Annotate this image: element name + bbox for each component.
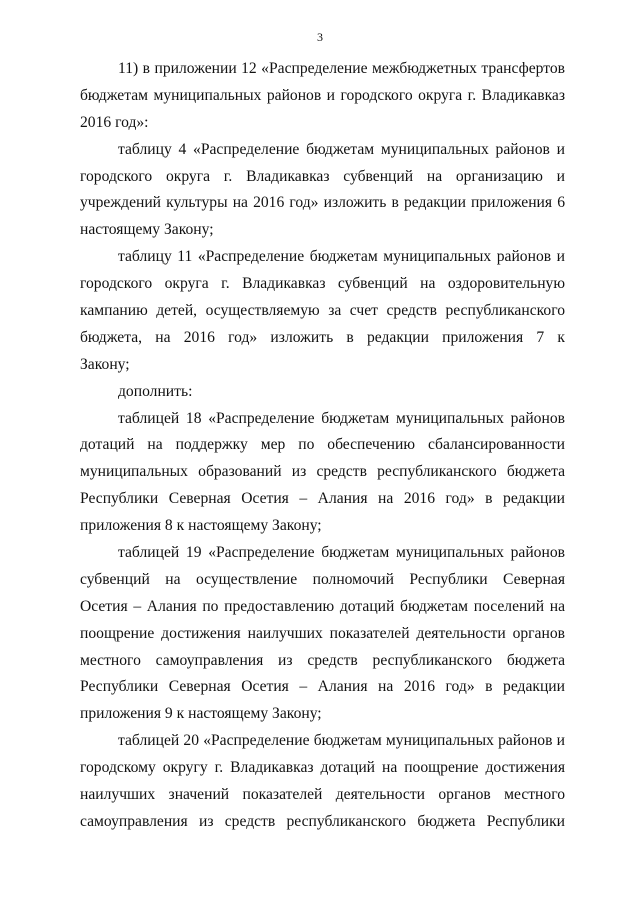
text-line: Осетия – Алания по предоставлению дотаций бюджетам поселений на (80, 597, 565, 615)
text-line: муниципальных образований из средств республиканского бюджета (80, 463, 565, 481)
text-line: городского округа г. Владикавказ субвенций на организацию и (80, 167, 565, 185)
text-line: местного самоуправления из средств республиканского бюджета (80, 651, 565, 669)
text-line: 2016 год»: (80, 113, 149, 131)
text-line: бюджетам муниципальных районов и городского округа г. Владикавказ (80, 86, 565, 104)
text-line: таблицу 11 «Распределение бюджетам муниципальных районов и (118, 248, 565, 266)
text-line: дотаций на поддержку мер по обеспечению сбалансированности (80, 436, 565, 454)
text-line: субвенций на осуществление полномочий Республики Северная (80, 570, 565, 588)
text-line: самоуправления из средств республиканского бюджета Республики (80, 812, 565, 830)
text-line: городскому округу г. Владикавказ дотаций на поощрение достижения (80, 759, 565, 777)
text-line: Закону; (80, 355, 130, 373)
text-line: приложения 9 к настоящему Закону; (80, 705, 322, 723)
text-line: таблицей 20 «Распределение бюджетам муниципальных районов и (118, 732, 565, 750)
text-line: приложения 8 к настоящему Закону; (80, 517, 322, 535)
page-number: 3 (317, 30, 323, 44)
text-line: таблицей 18 «Распределение бюджетам муниципальных районов (118, 409, 565, 427)
text-line: городского округа г. Владикавказ субвенций на оздоровительную (80, 275, 565, 293)
text-line: учреждений культуры на 2016 год» изложить в редакции приложения 6 (80, 194, 565, 212)
text-line: поощрение достижения наилучших показателей деятельности органов (80, 624, 565, 642)
document-body (80, 56, 565, 836)
text-line: наилучших значений показателей деятельности органов местного (80, 786, 565, 804)
text-line: бюджета, на 2016 год» изложить в редакции приложения 7 к (80, 328, 565, 346)
text-line: таблицей 19 «Распределение бюджетам муниципальных районов (118, 544, 565, 562)
text-line: таблицу 4 «Распределение бюджетам муниципальных районов и (118, 140, 565, 158)
text-line: кампанию детей, осуществляемую за счет средств республиканского (80, 302, 565, 320)
text-line: Республики Северная Осетия – Алания на 2016 год» в редакции (80, 490, 565, 508)
text-line: дополнить: (118, 382, 193, 400)
text-line: настоящему Закону; (80, 221, 214, 239)
text-line: Республики Северная Осетия – Алания на 2016 год» в редакции (80, 678, 565, 696)
text-line: 11) в приложении 12 «Распределение межбюджетных трансфертов (118, 60, 565, 77)
